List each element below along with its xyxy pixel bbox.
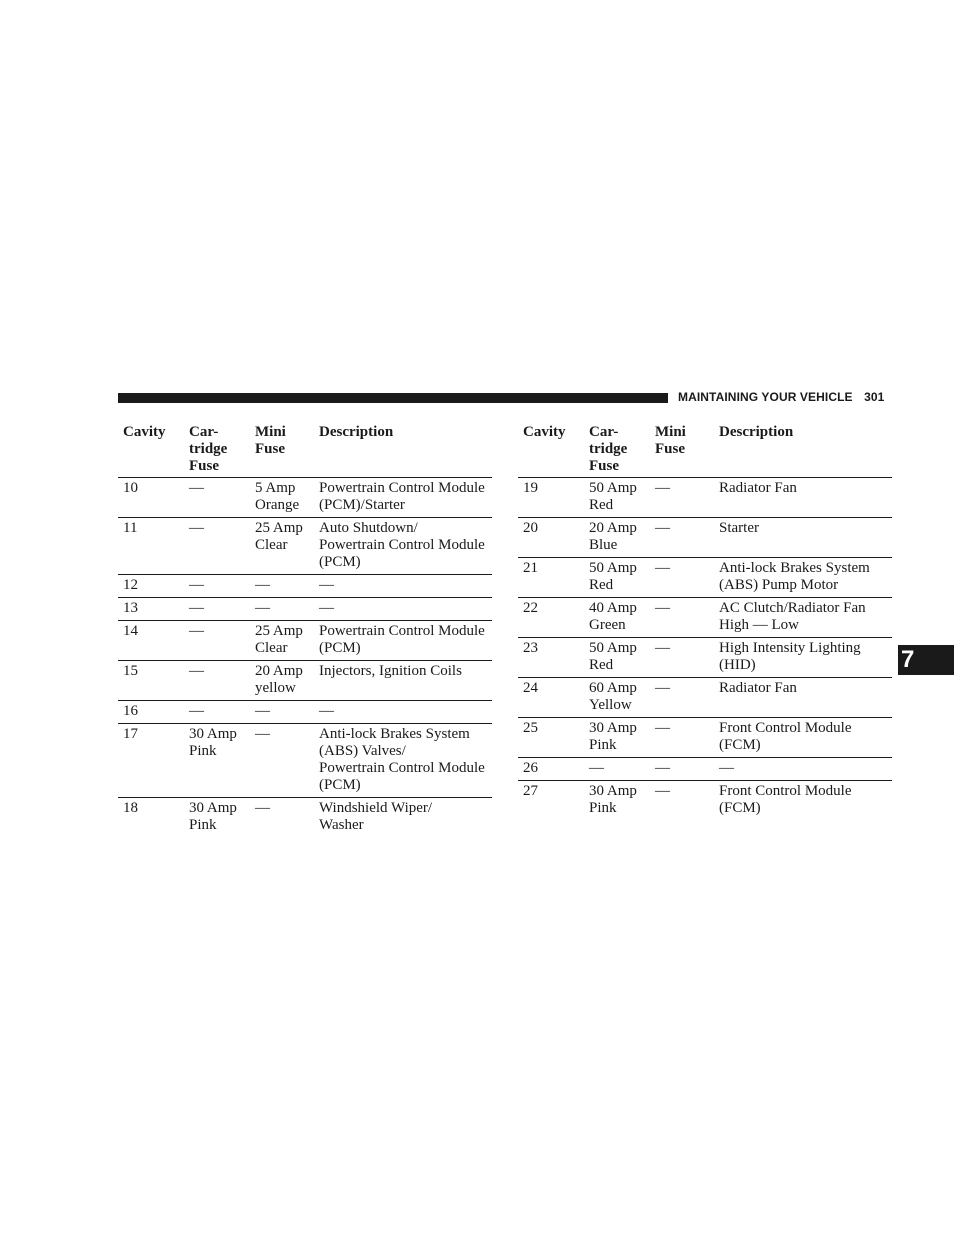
- cell-mini-fuse: —: [650, 598, 716, 638]
- header-cavity: Cavity: [523, 424, 566, 440]
- cell-cartridge-fuse: 20 Amp Blue: [584, 518, 650, 558]
- cell-cavity: 23: [518, 638, 584, 678]
- cell-description: Windshield Wiper/ Washer: [316, 798, 492, 838]
- cell-cartridge-fuse: —: [184, 661, 250, 701]
- table-row: [118, 478, 492, 518]
- cell-mini-fuse: —: [650, 478, 716, 518]
- table-row: [518, 518, 892, 558]
- cell-mini-fuse: —: [650, 518, 716, 558]
- section-title: MAINTAINING YOUR VEHICLE: [678, 390, 853, 404]
- cell-cartridge-fuse: 40 Amp Green: [584, 598, 650, 638]
- cell-cartridge-fuse: —: [184, 701, 250, 724]
- cell-cavity: 25: [518, 718, 584, 758]
- cell-cavity: 15: [118, 661, 184, 701]
- table-row: [118, 724, 492, 798]
- page-number: 301: [864, 390, 885, 404]
- cell-cartridge-fuse: 50 Amp Red: [584, 478, 650, 518]
- cell-cartridge-fuse: —: [184, 621, 250, 661]
- table-header-row: [518, 422, 892, 478]
- cell-mini-fuse: 25 Amp Clear: [250, 518, 316, 575]
- cell-mini-fuse: —: [250, 598, 316, 621]
- table-row: [118, 518, 492, 575]
- cell-mini-fuse: —: [650, 781, 716, 821]
- cell-cavity: 16: [118, 701, 184, 724]
- chapter-tab: [898, 645, 954, 675]
- cell-description: Front Control Module (FCM): [716, 718, 892, 758]
- cell-cartridge-fuse: —: [184, 575, 250, 598]
- cell-cartridge-fuse: 30 Amp Pink: [184, 724, 250, 798]
- cell-description: —: [716, 758, 892, 781]
- cell-mini-fuse: —: [250, 724, 316, 798]
- cell-mini-fuse: 5 Amp Orange: [250, 478, 316, 518]
- table-row: [518, 638, 892, 678]
- cell-cartridge-fuse: 50 Amp Red: [584, 638, 650, 678]
- table-row: [518, 718, 892, 758]
- cell-description: —: [316, 701, 492, 724]
- cell-cartridge-fuse: 60 Amp Yellow: [584, 678, 650, 718]
- cell-cavity: 19: [518, 478, 584, 518]
- cell-description: —: [316, 575, 492, 598]
- running-header: [678, 390, 892, 404]
- header-cartridge-fuse: Car- tridge Fuse: [189, 424, 228, 474]
- header-cavity: Cavity: [123, 424, 166, 440]
- cell-description: Anti-lock Brakes System (ABS) Pump Motor: [716, 558, 892, 598]
- cell-cavity: 11: [118, 518, 184, 575]
- cell-mini-fuse: —: [650, 558, 716, 598]
- header-mini-fuse: Mini Fuse: [255, 424, 286, 457]
- cell-description: Front Control Module (FCM): [716, 781, 892, 821]
- cell-cavity: 17: [118, 724, 184, 798]
- fuse-table-right: [518, 422, 892, 820]
- cell-cartridge-fuse: 30 Amp Pink: [584, 781, 650, 821]
- header-rule-bar: [118, 393, 668, 403]
- cell-mini-fuse: —: [250, 701, 316, 724]
- cell-description: Anti-lock Brakes System (ABS) Valves/ Powertrain Control Module (PCM): [316, 724, 492, 798]
- cell-description: Auto Shutdown/ Powertrain Control Module (PCM): [316, 518, 492, 575]
- cell-cavity: 13: [118, 598, 184, 621]
- table-row: [518, 558, 892, 598]
- cell-cartridge-fuse: —: [184, 518, 250, 575]
- table-row: [118, 621, 492, 661]
- table-row: [118, 598, 492, 621]
- table-row: [518, 598, 892, 638]
- cell-cartridge-fuse: 30 Amp Pink: [184, 798, 250, 838]
- cell-description: Powertrain Control Module (PCM)/Starter: [316, 478, 492, 518]
- table-row: [518, 781, 892, 821]
- cell-cavity: 18: [118, 798, 184, 838]
- cell-description: —: [316, 598, 492, 621]
- cell-mini-fuse: —: [250, 575, 316, 598]
- cell-mini-fuse: —: [650, 678, 716, 718]
- cell-description: Starter: [716, 518, 892, 558]
- table-row: [118, 575, 492, 598]
- cell-cartridge-fuse: 30 Amp Pink: [584, 718, 650, 758]
- table-header-row: [118, 422, 492, 478]
- cell-cartridge-fuse: —: [184, 478, 250, 518]
- cell-cartridge-fuse: 50 Amp Red: [584, 558, 650, 598]
- cell-mini-fuse: —: [650, 718, 716, 758]
- cell-mini-fuse: 25 Amp Clear: [250, 621, 316, 661]
- cell-description: Injectors, Ignition Coils: [316, 661, 492, 701]
- cell-cavity: 26: [518, 758, 584, 781]
- cell-cavity: 22: [518, 598, 584, 638]
- header-cartridge-fuse: Car- tridge Fuse: [589, 424, 628, 474]
- cell-cartridge-fuse: —: [184, 598, 250, 621]
- table-row: [118, 661, 492, 701]
- header-description: Description: [319, 424, 394, 440]
- cell-description: Radiator Fan: [716, 478, 892, 518]
- table-row: [518, 478, 892, 518]
- cell-description: AC Clutch/Radiator Fan High — Low: [716, 598, 892, 638]
- cell-mini-fuse: —: [650, 638, 716, 678]
- table-row: [118, 701, 492, 724]
- cell-mini-fuse: —: [650, 758, 716, 781]
- header-description: Description: [719, 424, 794, 440]
- cell-cartridge-fuse: —: [584, 758, 650, 781]
- table-row: [118, 798, 492, 838]
- fuse-table-left: [118, 422, 492, 837]
- header-mini-fuse: Mini Fuse: [655, 424, 686, 457]
- cell-description: Radiator Fan: [716, 678, 892, 718]
- cell-cavity: 24: [518, 678, 584, 718]
- cell-description: High Intensity Lighting (HID): [716, 638, 892, 678]
- cell-mini-fuse: 20 Amp yellow: [250, 661, 316, 701]
- cell-cavity: 12: [118, 575, 184, 598]
- cell-cavity: 10: [118, 478, 184, 518]
- cell-cavity: 20: [518, 518, 584, 558]
- table-row: [518, 678, 892, 718]
- chapter-number: 7: [901, 646, 915, 673]
- cell-cavity: 27: [518, 781, 584, 821]
- cell-cavity: 14: [118, 621, 184, 661]
- table-row: [518, 758, 892, 781]
- cell-mini-fuse: —: [250, 798, 316, 838]
- cell-description: Powertrain Control Module (PCM): [316, 621, 492, 661]
- cell-cavity: 21: [518, 558, 584, 598]
